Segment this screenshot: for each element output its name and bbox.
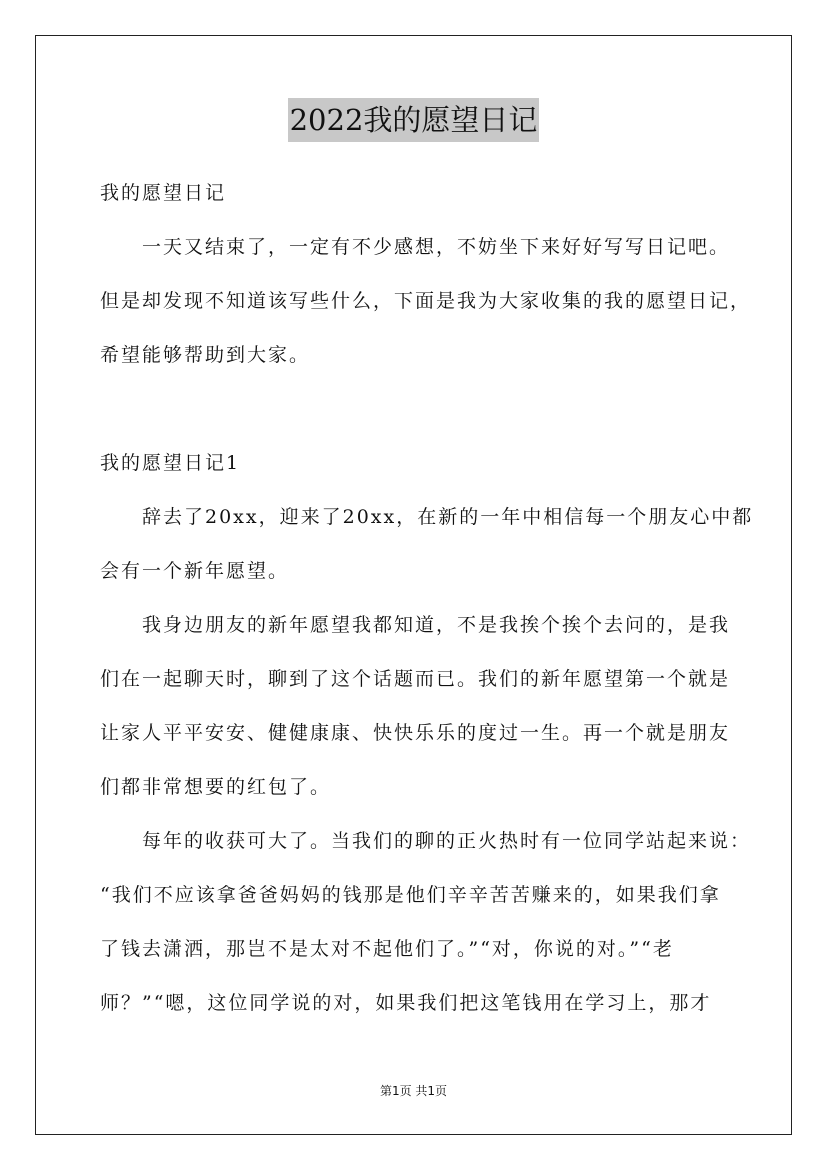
paragraph-line: 师？”“嗯，这位同学说的对，如果我们把这笔钱用在学习上，那才: [100, 992, 712, 1014]
paragraph-line: 希望能够帮助到大家。: [100, 344, 311, 366]
paragraph-line: 辞去了20xx，迎来了20xx，在新的一年中相信每一个朋友心中都: [142, 506, 754, 528]
subtitle: 我的愿望日记: [100, 182, 227, 204]
paragraph-line: 一天又结束了，一定有不少感想，不妨坐下来好好写写日记吧。: [142, 236, 731, 258]
page-footer: 第1页 共1页: [379, 1084, 448, 1098]
paragraph-line: 们都非常想要的红包了。: [100, 776, 332, 798]
paragraph-line: 但是却发现不知道该写些什么，下面是我为大家收集的我的愿望日记，: [100, 290, 752, 312]
paragraph-line: 我身边朋友的新年愿望我都知道，不是我挨个挨个去问的，是我: [142, 614, 731, 636]
paragraph-line: 每年的收获可大了。当我们的聊的正火热时有一位同学站起来说：: [142, 830, 752, 852]
paragraph-line: “我们不应该拿爸爸妈妈的钱那是他们辛辛苦苦赚来的，如果我们拿: [100, 884, 721, 906]
paragraph-line: 们在一起聊天时，聊到了这个话题而已。我们的新年愿望第一个就是: [100, 668, 731, 690]
title-container: [0, 98, 827, 142]
section-heading: 我的愿望日记1: [100, 452, 241, 474]
paragraph-line: 让家人平平安安、健健康康、快快乐乐的度过一生。再一个就是朋友: [100, 722, 731, 744]
paragraph-line: 会有一个新年愿望。: [100, 560, 290, 582]
document-title: 2022我的愿望日记: [288, 98, 540, 142]
paragraph-line: 了钱去潇洒，那岂不是太对不起他们了。”“对，你说的对。”“老: [100, 938, 674, 960]
